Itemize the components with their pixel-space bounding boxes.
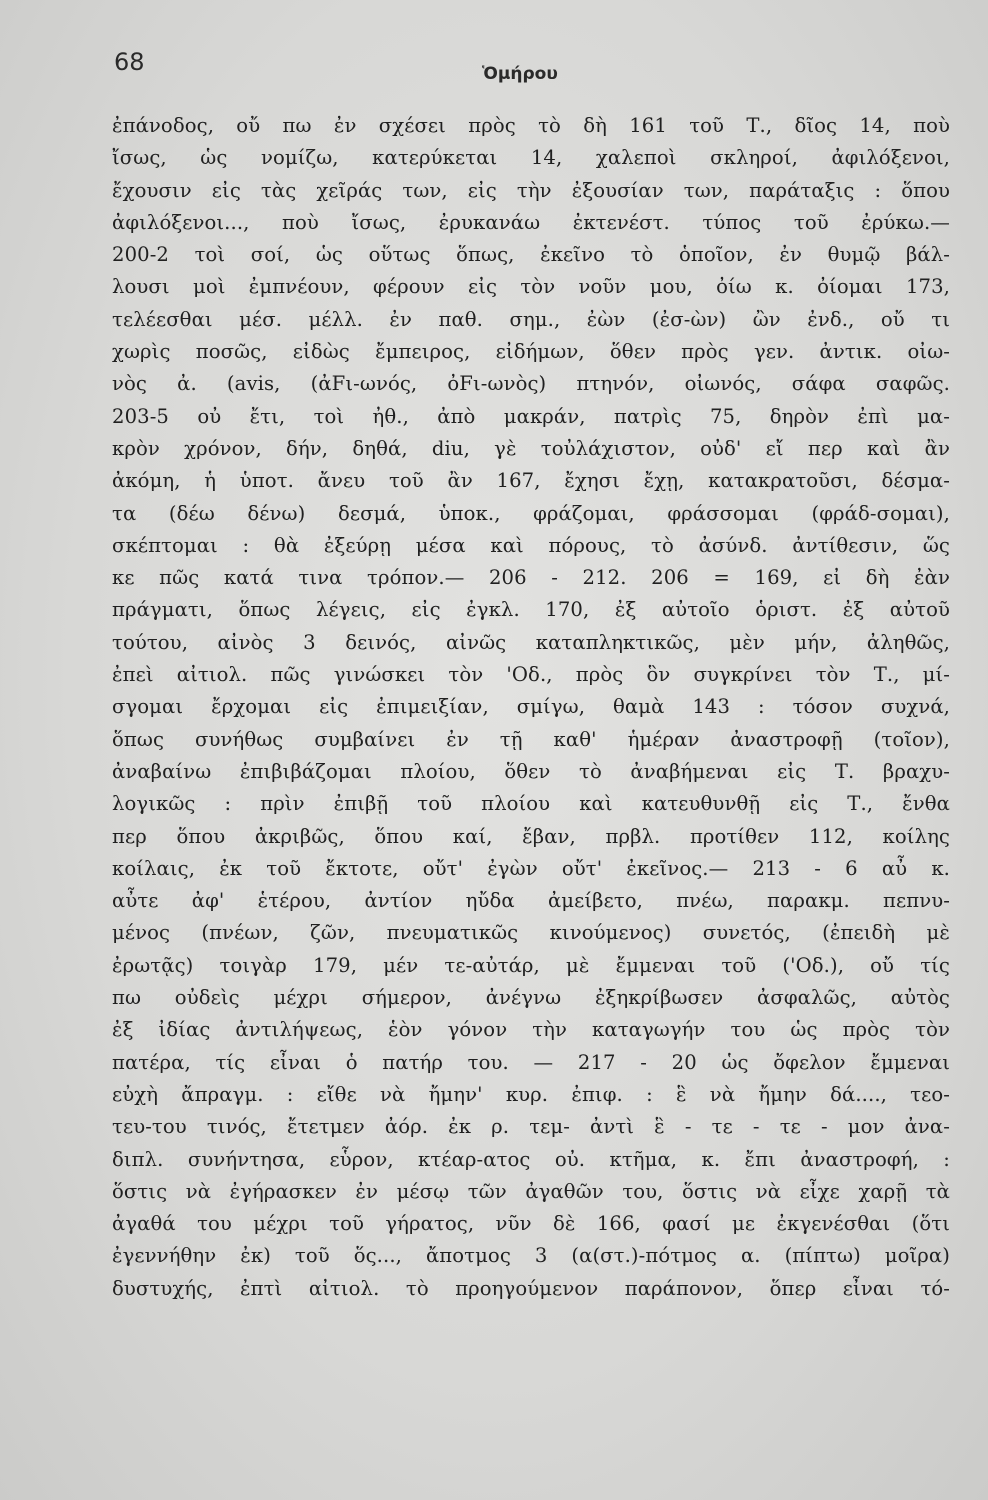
text-line: ὅστις νὰ ἐγήρασκεν ἐν μέσῳ τῶν ἀγαθῶν του, ὅστις νὰ εἶχε χαρῇ τὰ: [112, 1179, 950, 1203]
text-line: ἀκόμη, ἡ ὑποτ. ἄνευ τοῦ ἂν 167, ἔχησι ἔχῃ, κατακρατοῦσι, δέσμα-: [112, 469, 950, 493]
text-line: μένος (πνέων, ζῶν, πνευματικῶς κινούμενος) συνετός, (ἐπειδὴ μὲ: [112, 921, 950, 945]
text-line: σγομαι ἔρχομαι εἰς ἐπιμειξίαν, σμίγω, θαμὰ 143 : τόσον συχνά,: [112, 695, 950, 719]
text-line: ἴσως, ὡς νομίζω, κατερύκεται 14, χαλεποὶ σκληροί, ἀφιλόξενοι,: [112, 146, 950, 170]
text-line: ἐπεὶ αἰτιολ. πῶς γινώσκει τὸν 'Οδ., πρὸς ὃν συγκρίνει τὸν Τ., μί-: [112, 663, 950, 687]
text-line: αὖτε ἀφ' ἑτέρου, ἀντίον ηὔδα ἀμείβετο, πνέω, παρακμ. πεπνυ-: [112, 889, 950, 913]
text-line: πατέρα, τίς εἶναι ὁ πατήρ του. — 217 - 20 ὡς ὄφελον ἔμμεναι: [112, 1050, 950, 1074]
text-line: 200-2 τοὶ σοί, ὡς οὕτως ὅπως, ἐκεῖνο τὸ ὁποῖον, ἐν θυμῷ βάλ-: [112, 243, 950, 267]
text-line: λουσι μοὶ ἐμπνέουν, φέρουν εἰς τὸν νοῦν μου, ὀίω κ. ὀίομαι 173,: [112, 275, 950, 299]
text-line: ἔχουσιν εἰς τὰς χεῖράς των, εἰς τὴν ἐξουσίαν των, παράταξις : ὅπου: [112, 178, 950, 202]
text-line: κε πῶς κατά τινα τρόπον.— 206 - 212. 206 = 169, εἰ δὴ ἐὰν: [112, 566, 950, 590]
text-line: νὸς ἀ. (avis, (ἀFι-ωνός, ὀFι-ωνὸς) πτηνόν, οἰωνός, σάφα σαφῶς.: [112, 372, 950, 396]
text-line: διπλ. συνήντησα, εὗρον, κτέαρ-ατος οὐ. κτῆμα, κ. ἔπι ἀναστροφή, :: [112, 1147, 950, 1171]
text-line: πω οὐδεὶς μέχρι σήμερον, ἀνέγνω ἐξηκρίβωσεν ἀσφαλῶς, αὐτὸς: [112, 986, 950, 1010]
text-line: ὅπως συνήθως συμβαίνει ἐν τῇ καθ' ἡμέραν ἀναστροφῇ (τοῖον),: [112, 727, 950, 751]
text-line: ἀναβαίνω ἐπιβιβάζομαι πλοίου, ὅθεν τὸ ἀναβήμεναι εἰς Τ. βραχυ-: [112, 759, 950, 783]
text-line: τελέεσθαι μέσ. μέλλ. ἐν παθ. σημ., ἐὼν (ἐσ-ὼν) ὢν ἐνδ., οὔ τι: [112, 307, 950, 331]
text-line: ἀγαθά του μέχρι τοῦ γήρατος, νῦν δὲ 166, φασί με ἐκγενέσθαι (ὅτι: [112, 1212, 950, 1236]
text-line: κοίλαις, ἐκ τοῦ ἔκτοτε, οὔτ' ἐγὼν οὔτ' ἐκεῖνος.— 213 - 6 αὖ κ.: [112, 856, 950, 880]
text-line: δυστυχής, ἐπτὶ αἰτιολ. τὸ προηγούμενον παράπονον, ὅπερ εἶναι τό-: [112, 1276, 950, 1300]
text-line: ἐξ ἰδίας ἀντιλήψεως, ἑὸν γόνον τὴν καταγωγήν του ὡς πρὸς τὸν: [112, 1018, 950, 1042]
text-line: κρὸν χρόνον, δήν, δηθά, diu, γὲ τοὐλάχιστον, οὐδ' εἴ περ καὶ ἂν: [112, 436, 950, 460]
text-line: σκέπτομαι : θὰ ἐξεύρῃ μέσα καὶ πόρους, τὸ ἀσύνδ. ἀντίθεσιν, ὥς: [112, 533, 950, 557]
text-line: χωρὶς ποσῶς, εἰδὼς ἔμπειρος, εἰδήμων, ὅθεν πρὸς γεν. ἀντικ. οἰω-: [112, 340, 950, 364]
text-line: 203-5 οὐ ἔτι, τοὶ ἠθ., ἀπὸ μακράν, πατρὶς 75, δηρὸν ἐπὶ μα-: [112, 404, 950, 428]
text-line: τευ-του τινός, ἔτετμεν ἀόρ. ἐκ ρ. τεμ- ἀντὶ ἓ - τε - τε - μον ἀνα-: [112, 1115, 950, 1139]
running-title: Ὁμήρου: [482, 64, 558, 84]
text-line: λογικῶς : πρὶν ἐπιβῇ τοῦ πλοίου καὶ κατευθυνθῇ εἰς Τ., ἔνθα: [112, 792, 950, 816]
text-line: πράγματι, ὅπως λέγεις, εἰς ἐγκλ. 170, ἐξ αὐτοῖο ὁριστ. ἐξ αὐτοῦ: [112, 598, 950, 622]
text-line: τα (δέω δένω) δεσμά, ὑποκ., φράζομαι, φράσσομαι (φράδ-σομαι),: [112, 501, 950, 525]
commentary-text: [112, 110, 950, 1305]
text-line: ἀφιλόξενοι..., ποὺ ἴσως, ἐρυκανάω ἐκτενέστ. τύπος τοῦ ἐρύκω.—: [112, 210, 950, 234]
text-line: ἐπάνοδος, οὔ πω ἐν σχέσει πρὸς τὸ δὴ 161 τοῦ Τ., δῖος 14, ποὺ: [112, 114, 950, 137]
text-line: τούτου, αἰνὸς 3 δεινός, αἰνῶς καταπληκτικῶς, μὲν μήν, ἀληθῶς,: [112, 630, 950, 654]
page-number: 68: [114, 48, 145, 76]
text-line: εὐχὴ ἄπραγμ. : εἴθε νὰ ἤμην' κυρ. ἐπιφ. : ἓ νὰ ἤμην δά...., τεο-: [112, 1082, 950, 1106]
text-line: ἐγεννήθην ἐκ) τοῦ ὅς..., ἄποτμος 3 (α(στ.)-πότμος α. (πίπτω) μοῖρα): [112, 1244, 950, 1268]
text-line: ἐρωτᾷς) τοιγὰρ 179, μέν τε-αὐτάρ, μὲ ἔμμεναι τοῦ ('Οδ.), οὔ τίς: [112, 953, 950, 977]
text-line: περ ὅπου ἀκριβῶς, ὅπου καί, ἔβαν, πρβλ. προτίθεν 112, κοίλης: [112, 824, 950, 848]
